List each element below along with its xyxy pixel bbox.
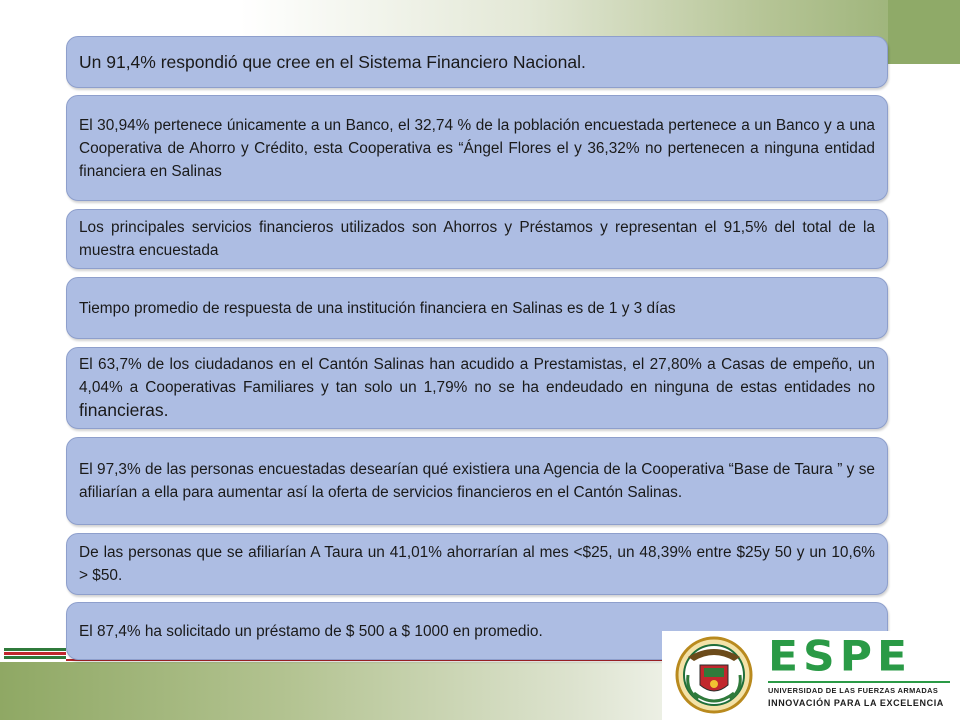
finding-text-container bbox=[79, 353, 875, 423]
finding-text: El 30,94% pertenece únicamente a un Banco, el 32,74 % de la población encuestada pertenece a un Banco y a una Cooperativa de Ahorro y Crédito, esta Cooperativa es “Ángel Flores el y 36,32% no pertenecen a ninguna entidad financiera en Salinas bbox=[79, 116, 875, 180]
finding-text: Los principales servicios financieros utilizados son Ahorros y Préstamos y representan el 91,5% del total de la muestra encuestada bbox=[79, 219, 875, 259]
top-corner-block bbox=[888, 0, 960, 64]
finding-box-6 bbox=[66, 437, 888, 525]
finding-text: De las personas que se afiliarían A Taura un 41,01% ahorrarían al mes <$25, un 48,39% entre $25y 50 y un 10,6% > $50. bbox=[79, 544, 875, 584]
finding-box-7 bbox=[66, 533, 888, 595]
logo-tagline: INNOVACIÓN PARA LA EXCELENCIA bbox=[768, 698, 944, 708]
finding-box-2 bbox=[66, 95, 888, 201]
finding-box-4 bbox=[66, 277, 888, 339]
university-seal-icon bbox=[674, 635, 754, 715]
finding-text: El 63,7% de los ciudadanos en el Cantón Salinas han acudido a Prestamistas, el 27,80% a Casas de empeño, un 4,04% a Cooperativas Familiares y tan solo un 1,79% no se ha endeudado en ninguna de estas entidades no bbox=[79, 356, 875, 396]
finding-text: Un 91,4% respondió que cree en el Sistema Financiero Nacional. bbox=[79, 51, 586, 72]
finding-box-3 bbox=[66, 209, 888, 269]
flag-stripe-green bbox=[4, 656, 66, 659]
finding-text: El 87,4% ha solicitado un préstamo de $ 500 a $ 1000 en promedio. bbox=[79, 622, 543, 640]
espe-logo bbox=[662, 631, 960, 720]
flag-stripe-red bbox=[4, 652, 66, 655]
logo-divider bbox=[768, 681, 950, 683]
espe-wordmark: ESPE bbox=[768, 632, 913, 681]
finding-text: Tiempo promedio de respuesta de una institución financiera en Salinas es de 1 y 3 días bbox=[79, 299, 676, 317]
finding-box-5 bbox=[66, 347, 888, 429]
finding-emphasis: financieras. bbox=[79, 400, 169, 420]
finding-box-1 bbox=[66, 36, 888, 88]
finding-text: El 97,3% de las personas encuestadas desearían qué existiera una Agencia de la Cooperativa “Base de Taura ” y se afiliarían a ella para aumentar así la oferta de servicios financieros en el Cantón Salinas. bbox=[79, 461, 875, 501]
flag-stripe-green bbox=[4, 648, 66, 651]
logo-subtitle: UNIVERSIDAD DE LAS FUERZAS ARMADAS bbox=[768, 686, 939, 695]
